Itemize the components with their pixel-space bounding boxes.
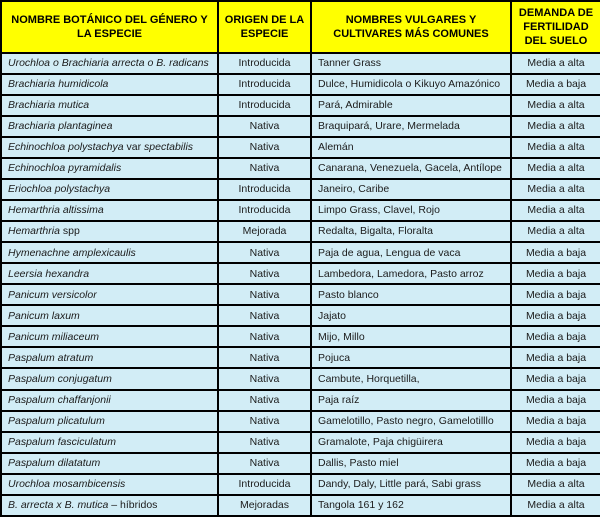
- common-names-cell: Mijo, Millo: [311, 326, 511, 347]
- botanical-name-cell: Brachiaria mutica: [1, 95, 218, 116]
- origin-cell: Nativa: [218, 326, 311, 347]
- origin-cell: Introducida: [218, 53, 311, 74]
- table-row: [1, 116, 600, 137]
- botanical-name-cell: Brachiaria humidicola: [1, 74, 218, 95]
- table-row: [1, 432, 600, 453]
- fertility-demand-cell: Media a alta: [511, 179, 600, 200]
- fertility-demand-cell: Media a alta: [511, 474, 600, 495]
- botanical-name-cell: Hemarthria altissima: [1, 200, 218, 221]
- botanical-name-cell: Panicum miliaceum: [1, 326, 218, 347]
- common-names-cell: Braquipará, Urare, Mermelada: [311, 116, 511, 137]
- fertility-demand-cell: Media a baja: [511, 305, 600, 326]
- fertility-demand-cell: Media a alta: [511, 158, 600, 179]
- origin-cell: Nativa: [218, 242, 311, 263]
- botanical-name-cell: Brachiaria plantaginea: [1, 116, 218, 137]
- botanical-name-cell: Hemarthria spp: [1, 221, 218, 242]
- header-origin: ORIGEN DE LA ESPECIE: [218, 1, 311, 53]
- fertility-demand-cell: Media a alta: [511, 116, 600, 137]
- table-row: [1, 411, 600, 432]
- fertility-demand-cell: Media a baja: [511, 432, 600, 453]
- origin-cell: Introducida: [218, 474, 311, 495]
- origin-cell: Nativa: [218, 116, 311, 137]
- table-row: [1, 263, 600, 284]
- fertility-demand-cell: Media a baja: [511, 390, 600, 411]
- origin-cell: Nativa: [218, 284, 311, 305]
- common-names-cell: Pasto blanco: [311, 284, 511, 305]
- origin-cell: Mejoradas: [218, 495, 311, 516]
- table-row: [1, 368, 600, 389]
- common-names-cell: Tanner Grass: [311, 53, 511, 74]
- common-names-cell: Redalta, Bigalta, Floralta: [311, 221, 511, 242]
- header-common-names: NOMBRES VULGARES Y CULTIVARES MÁS COMUNES: [311, 1, 511, 53]
- table-row: [1, 242, 600, 263]
- common-names-cell: Paja de agua, Lengua de vaca: [311, 242, 511, 263]
- fertility-demand-cell: Media a baja: [511, 453, 600, 474]
- common-names-cell: Jajato: [311, 305, 511, 326]
- common-names-cell: Janeiro, Caribe: [311, 179, 511, 200]
- table-body: [1, 53, 600, 516]
- table-row: [1, 179, 600, 200]
- botanical-name-cell: Leersia hexandra: [1, 263, 218, 284]
- table-row: [1, 326, 600, 347]
- fertility-demand-cell: Media a alta: [511, 221, 600, 242]
- common-names-cell: Pojuca: [311, 347, 511, 368]
- fertility-demand-cell: Media a baja: [511, 347, 600, 368]
- fertility-demand-cell: Media a baja: [511, 326, 600, 347]
- common-names-cell: Lambedora, Lamedora, Pasto arroz: [311, 263, 511, 284]
- origin-cell: Introducida: [218, 179, 311, 200]
- common-names-cell: Gamelotillo, Pasto negro, Gamelotilllo: [311, 411, 511, 432]
- fertility-demand-cell: Media a alta: [511, 200, 600, 221]
- botanical-name-cell: Paspalum plicatulum: [1, 411, 218, 432]
- common-names-cell: Limpo Grass, Clavel, Rojo: [311, 200, 511, 221]
- common-names-cell: Dandy, Daly, Little pará, Sabi grass: [311, 474, 511, 495]
- table-row: [1, 74, 600, 95]
- common-names-cell: Paja raíz: [311, 390, 511, 411]
- botanical-name-cell: Eriochloa polystachya: [1, 179, 218, 200]
- botanical-name-cell: Hymenachne amplexicaulis: [1, 242, 218, 263]
- origin-cell: Nativa: [218, 453, 311, 474]
- header-botanical-name: NOMBRE BOTÁNICO DEL GÉNERO Y LA ESPECIE: [1, 1, 218, 53]
- botanical-name-cell: Urochloa o Brachiaria arrecta o B. radicans: [1, 53, 218, 74]
- origin-cell: Nativa: [218, 158, 311, 179]
- table-row: [1, 453, 600, 474]
- origin-cell: Nativa: [218, 432, 311, 453]
- origin-cell: Nativa: [218, 347, 311, 368]
- origin-cell: Introducida: [218, 95, 311, 116]
- botanical-name-cell: Paspalum atratum: [1, 347, 218, 368]
- table-row: [1, 474, 600, 495]
- table-row: [1, 305, 600, 326]
- common-names-cell: Tangola 161 y 162: [311, 495, 511, 516]
- fertility-demand-cell: Media a alta: [511, 495, 600, 516]
- fertility-demand-cell: Media a baja: [511, 284, 600, 305]
- table-row: [1, 53, 600, 74]
- table-row: [1, 284, 600, 305]
- table-row: [1, 137, 600, 158]
- table-row: [1, 347, 600, 368]
- common-names-cell: Gramalote, Paja chigüirera: [311, 432, 511, 453]
- fertility-demand-cell: Media a baja: [511, 263, 600, 284]
- botanical-name-cell: Echinochloa polystachya var spectabilis: [1, 137, 218, 158]
- botanical-name-cell: Panicum laxum: [1, 305, 218, 326]
- common-names-cell: Pará, Admirable: [311, 95, 511, 116]
- botanical-name-cell: Paspalum fasciculatum: [1, 432, 218, 453]
- fertility-demand-cell: Media a alta: [511, 53, 600, 74]
- botanical-name-cell: Paspalum conjugatum: [1, 368, 218, 389]
- botanical-name-cell: Panicum versicolor: [1, 284, 218, 305]
- table-row: [1, 495, 600, 516]
- origin-cell: Nativa: [218, 390, 311, 411]
- botanical-name-cell: Urochloa mosambicensis: [1, 474, 218, 495]
- fertility-demand-cell: Media a baja: [511, 74, 600, 95]
- botanical-name-cell: Paspalum dilatatum: [1, 453, 218, 474]
- origin-cell: Mejorada: [218, 221, 311, 242]
- origin-cell: Nativa: [218, 263, 311, 284]
- origin-cell: Introducida: [218, 74, 311, 95]
- common-names-cell: Dulce, Humidicola o Kikuyo Amazónico: [311, 74, 511, 95]
- common-names-cell: Dallis, Pasto miel: [311, 453, 511, 474]
- origin-cell: Nativa: [218, 368, 311, 389]
- origin-cell: Nativa: [218, 411, 311, 432]
- fertility-demand-cell: Media a alta: [511, 137, 600, 158]
- fertility-demand-cell: Media a baja: [511, 242, 600, 263]
- fertility-demand-cell: Media a baja: [511, 411, 600, 432]
- table-row: [1, 95, 600, 116]
- common-names-cell: Cambute, Horquetilla,: [311, 368, 511, 389]
- origin-cell: Nativa: [218, 305, 311, 326]
- origin-cell: Introducida: [218, 200, 311, 221]
- header-soil-fertility-demand: DEMANDA DE FERTILIDAD DEL SUELO: [511, 1, 600, 53]
- botanical-name-cell: B. arrecta x B. mutica – híbridos: [1, 495, 218, 516]
- common-names-cell: Alemán: [311, 137, 511, 158]
- fertility-demand-cell: Media a alta: [511, 95, 600, 116]
- common-names-cell: Canarana, Venezuela, Gacela, Antílope: [311, 158, 511, 179]
- table-row: [1, 221, 600, 242]
- origin-cell: Nativa: [218, 137, 311, 158]
- botanical-name-cell: Paspalum chaffanjonii: [1, 390, 218, 411]
- table-row: [1, 390, 600, 411]
- botanical-name-cell: Echinochloa pyramidalis: [1, 158, 218, 179]
- fertility-demand-cell: Media a baja: [511, 368, 600, 389]
- table-row: [1, 158, 600, 179]
- table-row: [1, 200, 600, 221]
- header-row: [1, 1, 600, 53]
